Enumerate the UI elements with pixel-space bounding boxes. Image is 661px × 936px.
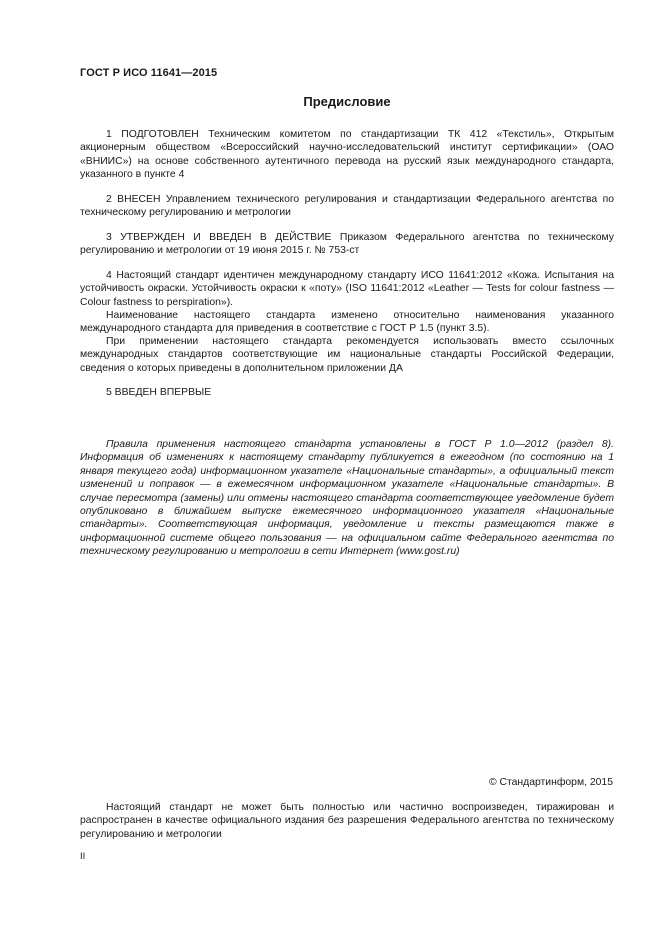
- application-rules-notice: [80, 438, 614, 559]
- paragraph-1: [80, 128, 614, 182]
- paragraph-5-text: 5 ВВЕДЕН ВПЕРВЫЕ: [106, 387, 212, 398]
- paragraph-4-usage-text: При применении настоящего стандарта рекомендуется использовать вместо ссылочных международных стандартов соответствующие им национальные стандарты Российской Федерации, сведения о которых приведены в дополнительном приложении ДА: [80, 336, 614, 374]
- paragraph-3: [80, 231, 614, 258]
- paragraph-2-text: 2 ВНЕСЕН Управлением технического регулирования и стандартизации Федерального агентства по техническому регулированию и метрологии: [80, 194, 614, 219]
- page-title: Предисловие: [303, 94, 391, 109]
- paragraph-4-usage: [80, 335, 614, 375]
- paragraph-4-note-text: Наименование настоящего стандарта изменено относительно наименования указанного международного стандарта для приведения в соответствие с ГОСТ Р 1.5 (пункт 3.5).: [80, 310, 614, 335]
- document-code: ГОСТ Р ИСО 11641—2015: [80, 67, 218, 79]
- application-rules-notice-text: Правила применения настоящего стандарта установлены в ГОСТ Р 1.0—2012 (раздел 8). Информация об изменениях к настоящему стандарту публикуется в ежегодном (по состоянию на 1 января текущего года) информационном указателе «Национальные стандарты», а официальный текст изменений и поправок — в ежемесячном информационном указателе «Национальные стандарты». В случае пересмотра (замены) или отмены настоящего стандарта соответствующее уведомление будет опубликовано в ближайшем выпуске ежемесячного информационного указателя «Национальные стандарты». Соответствующая информация, уведомление и тексты размещаются также в информационной системе общего пользования — на официальном сайте Федерального агентства по техническому регулированию и метрологии в сети Интернет (www.gost.ru): [80, 439, 614, 558]
- paragraph-5: [80, 386, 614, 399]
- page-number: II: [80, 851, 86, 862]
- paragraph-3-text: 3 УТВЕРЖДЕН И ВВЕДЕН В ДЕЙСТВИЕ Приказом Федерального агентства по техническому регулированию и метрологии от 19 июня 2015 г. № 753-ст: [80, 232, 614, 257]
- paragraph-4: [80, 269, 614, 309]
- paragraph-4-note: [80, 309, 614, 336]
- paragraph-2: [80, 193, 614, 220]
- paragraph-4-text: 4 Настоящий стандарт идентичен международному стандарту ИСО 11641:2012 «Кожа. Испытания на устойчивость окраски. Устойчивость окраски к «поту» (ISO 11641:2012 «Leather — Tests for colour fastness — Colour fastness to perspiration»).: [80, 270, 614, 308]
- copyright-line: © Стандартинформ, 2015: [488, 777, 613, 788]
- paragraph-1-text: 1 ПОДГОТОВЛЕН Техническим комитетом по стандартизации ТК 412 «Текстиль», Открытым акционерным обществом «Всероссийский научно-исследовательский институт сертификации» (ОАО «ВНИИС») на основе собственного аутентичного перевода на русский язык международного стандарта, указанного в пункте 4: [80, 129, 614, 181]
- reproduction-notice: [80, 801, 614, 841]
- reproduction-notice-text: Настоящий стандарт не может быть полностью или частично воспроизведен, тиражирован и распространен в качестве официального издания без разрешения Федерального агентства по техническому регулированию и метрологии: [80, 802, 614, 840]
